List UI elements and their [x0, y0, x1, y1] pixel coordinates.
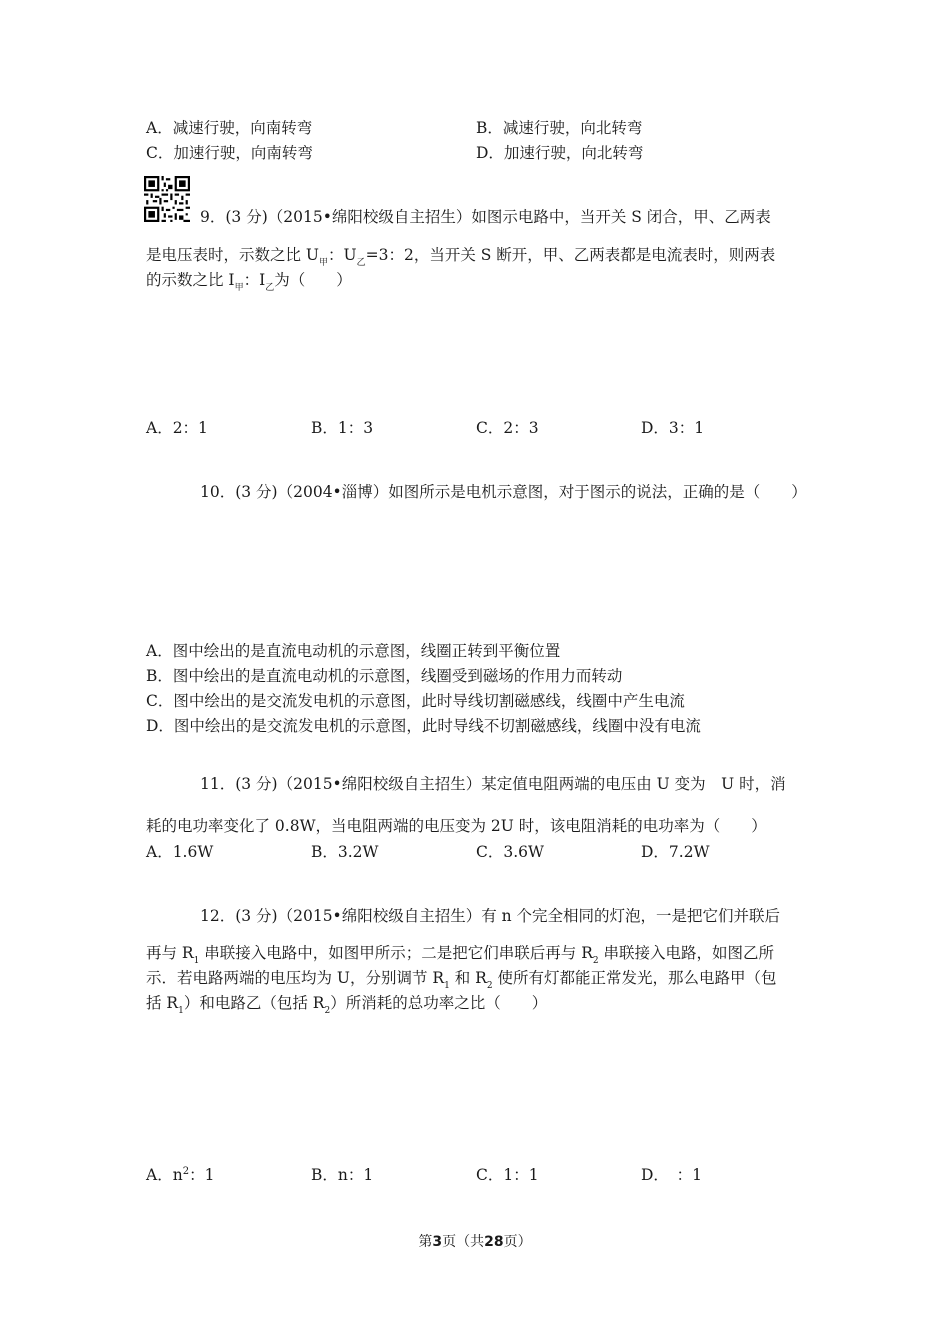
q12-option-b: B．n：1 — [311, 1166, 374, 1184]
q8-option-d: D．加速行驶，向北转弯 — [476, 144, 644, 162]
total-pages: 28 — [484, 1234, 504, 1250]
q12-option-d: D． ：1 — [641, 1166, 703, 1184]
q10-option-a: A．图中绘出的是直流电动机的示意图，线圈正转到平衡位置 — [146, 642, 561, 660]
q11-option-a: A．1.6W — [146, 843, 214, 861]
q11-stem-line2: 耗的电功率变化了 0.8W，当电阻两端的电压变为 2U 时，该电阻消耗的电功率为（ ） — [146, 817, 767, 835]
q10-stem: 10．(3 分)（2004•淄博）如图所示是电机示意图，对于图示的说法，正确的是（ ） — [200, 483, 807, 501]
q12-stem-line3: 示．若电路两端的电压均为 U，分别调节 $R_1$ 和 $R_2$ 使所有灯都能正常发光，那么电路甲（包 — [146, 969, 777, 991]
q9-option-a: A．2：1 — [146, 419, 208, 437]
q10-option-c: C．图中绘出的是交流发电机的示意图，此时导线切割磁感线，线圈中产生电流 — [146, 692, 685, 710]
q9-stem-line2: 是电压表时，示数之比 $U_甲$：$U_乙=3$：2，当开关 S 断开，甲、乙两表都是电流表时，则两表 — [146, 246, 776, 268]
q9-option-d: D．3：1 — [641, 419, 705, 437]
q8-option-a: A．减速行驶，向南转弯 — [146, 119, 313, 137]
q11-option-d: D．7.2W — [641, 843, 710, 861]
q9-stem-line3: 的示数之比 $I_甲$：$I_乙$为（ ） — [146, 271, 352, 293]
q12-option-c: C．1：1 — [476, 1166, 539, 1184]
q8-option-c: C．加速行驶，向南转弯 — [146, 144, 313, 162]
q12-stem-line2: 再与 $R_1$ 串联接入电路中，如图甲所示；二是把它们串联后再与 $R_2$ 串联接入电路，如图乙所 — [146, 944, 775, 966]
q12-stem-line4: 括 $R_1$）和电路乙（包括 $R_2$）所消耗的总功率之比（ ） — [146, 994, 548, 1016]
q10-option-d: D．图中绘出的是交流发电机的示意图，此时导线不切割磁感线，线圈中没有电流 — [146, 717, 701, 735]
q12-stem-line1: 12．(3 分)（2015•绵阳校级自主招生）有 n 个完全相同的灯泡，一是把它们并联后 — [200, 907, 781, 925]
page-number: 3 — [432, 1234, 443, 1250]
q8-option-b: B．减速行驶，向北转弯 — [476, 119, 643, 137]
page-footer: 第3页（共28页） — [418, 1234, 532, 1250]
q12-option-a: A．$n^2$：1 — [146, 1166, 215, 1184]
q11-option-c: C．3.6W — [476, 843, 544, 861]
q11-option-b: B．3.2W — [311, 843, 379, 861]
q11-stem-line1: 11．(3 分)（2015•绵阳校级自主招生）某定值电阻两端的电压由 U 变为 U 时，消 — [200, 775, 786, 793]
q9-option-c: C．2：3 — [476, 419, 539, 437]
q9-stem-line1: 9．(3 分)（2015•绵阳校级自主招生）如图示电路中，当开关 S 闭合，甲、乙两表 — [200, 208, 771, 226]
qr-code-icon — [144, 176, 190, 222]
q10-option-b: B．图中绘出的是直流电动机的示意图，线圈受到磁场的作用力而转动 — [146, 667, 623, 685]
q9-option-b: B．1：3 — [311, 419, 374, 437]
